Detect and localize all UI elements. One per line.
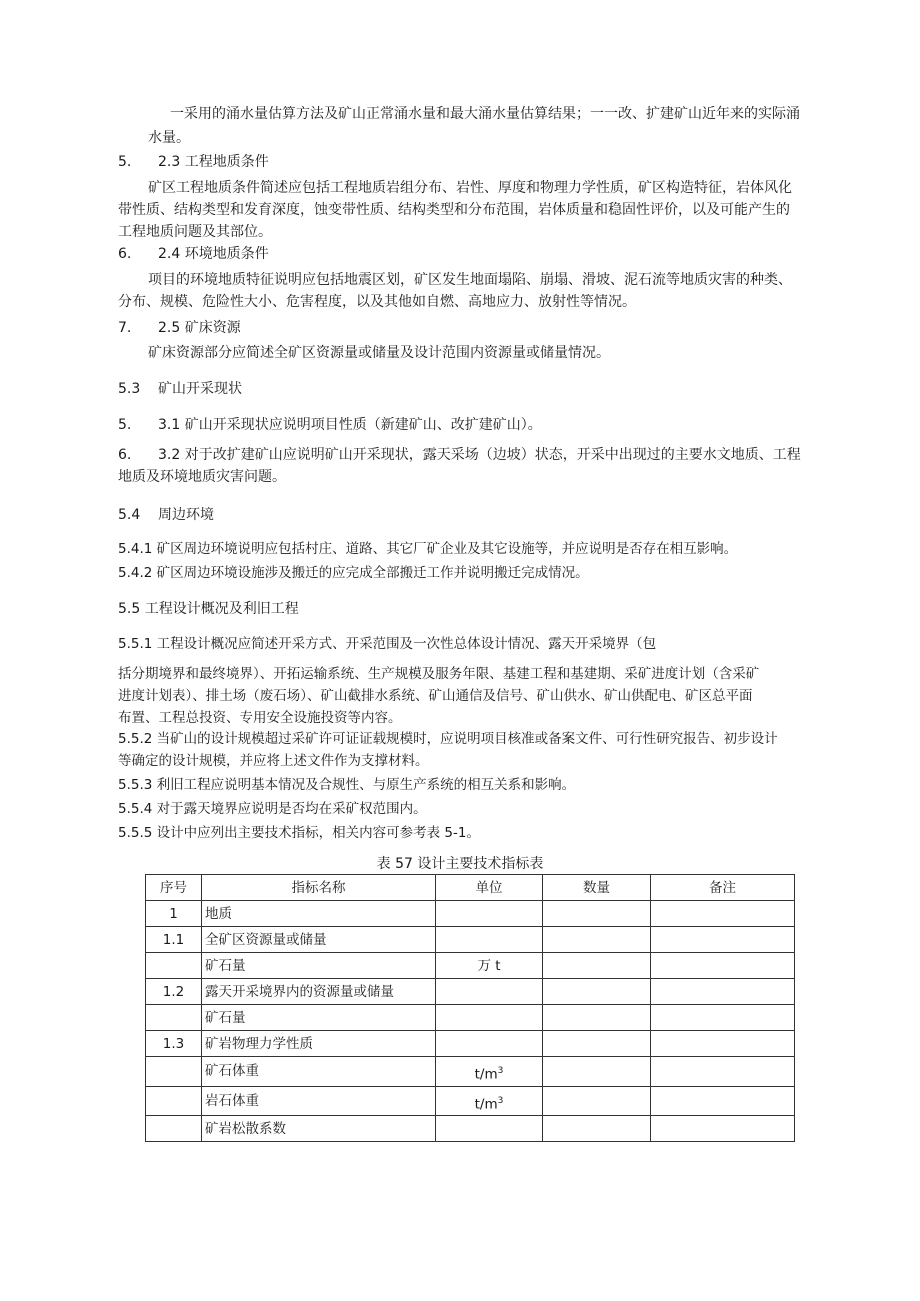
para-5-5-3: 5.5.3 利旧工程应说明基本情况及合规性、与原生产系统的相互关系和影响。 (118, 777, 576, 793)
section-title: 2.3 工程地质条件 (158, 154, 269, 170)
unit-superscript: 3 (497, 1095, 504, 1106)
table-row (146, 927, 795, 953)
para-5-5-5: 5.5.5 设计中应列出主要技术指标，相关内容可参考表 5-1。 (118, 825, 480, 841)
para-5-5-2-line-1: 5.5.2 当矿山的设计规模超过采矿许可证证载规模时，应说明项目核准或备案文件、可行性研究报告、初步设计 (118, 731, 778, 747)
para-text: 3.2 对于改扩建矿山应说明矿山开采现状，露天采场（边坡）状态，开采中出现过的主要水文地质、工程 (158, 447, 801, 463)
table-row (146, 1116, 795, 1142)
cell-note (651, 1086, 795, 1116)
cell-name: 矿石量 (202, 1005, 436, 1031)
para-2-3-line-3: 工程地质问题及其部位。 (118, 224, 272, 240)
cell-no: 1.3 (146, 1031, 202, 1057)
cell-qty (543, 1005, 651, 1031)
cell-name: 矿石体重 (202, 1057, 436, 1087)
table-row (146, 901, 795, 927)
cell-note (651, 901, 795, 927)
section-number: 6. (118, 246, 132, 262)
cell-unit (436, 1005, 543, 1031)
cell-unit: 万 t (436, 953, 543, 979)
unit-text: t/m (474, 1096, 498, 1112)
cell-qty (543, 1086, 651, 1116)
para-5-5-4: 5.5.4 对于露天境界应说明是否均在采矿权范围内。 (118, 801, 427, 817)
header-name: 指标名称 (202, 875, 436, 901)
table-caption: 表 57 设计主要技术指标表 (376, 856, 544, 872)
para-2-3-line-2: 带性质、结构类型和发育深度，蚀变带性质、结构类型和分布范围，岩体质量和稳固性评价，以及可能产生的 (118, 202, 790, 218)
section-heading-2-3 (118, 152, 269, 172)
table-row (146, 1005, 795, 1031)
cell-no (146, 953, 202, 979)
para-text: 3.1 矿山开采现状应说明项目性质（新建矿山、改扩建矿山）。 (158, 417, 542, 433)
table-row (146, 953, 795, 979)
cell-no (146, 1116, 202, 1142)
cell-unit (436, 1031, 543, 1057)
para-5-4-2: 5.4.2 矿区周边环境设施涉及搬迁的应完成全部搬迁工作并说明搬迁完成情况。 (118, 565, 589, 581)
intro-line-1: 一采用的涌水量估算方法及矿山正常涌水量和最大涌水量估算结果；一一改、扩建矿山近年来的实际涌 (170, 106, 800, 122)
cell-name: 露天开采境界内的资源量或储量 (202, 979, 436, 1005)
para-5-3-2-line-1 (118, 445, 801, 465)
para-5-4-1: 5.4.1 矿区周边环境说明应包括村庄、道路、其它厂矿企业及其它设施等，并应说明是否存在相互影响。 (118, 541, 738, 557)
cell-no (146, 1005, 202, 1031)
cell-unit (436, 901, 543, 927)
cell-no (146, 1086, 202, 1116)
cell-name: 全矿区资源量或储量 (202, 927, 436, 953)
cell-qty (543, 1031, 651, 1057)
section-number: 7. (118, 320, 132, 336)
cell-note (651, 927, 795, 953)
section-heading-5-5: 5.5 工程设计概况及利旧工程 (118, 601, 299, 617)
cell-qty (543, 901, 651, 927)
section-heading-2-5 (118, 318, 241, 338)
table-row (146, 1057, 795, 1087)
cell-no: 1.2 (146, 979, 202, 1005)
cell-note (651, 1116, 795, 1142)
para-5-5-1-line-1: 5.5.1 工程设计概况应简述开采方式、开采范围及一次性总体设计情况、露天开采境界（包 (118, 636, 657, 652)
cell-name: 地质 (202, 901, 436, 927)
technical-indicators-table (145, 874, 795, 1142)
cell-no (146, 1057, 202, 1087)
unit-superscript: 3 (497, 1066, 504, 1076)
para-5-5-1-line-3: 进度计划表）、排土场（废石场）、矿山截排水系统、矿山通信及信号、矿山供水、矿山供配电、矿区总平面 (118, 688, 753, 704)
section-number: 5. (118, 154, 132, 170)
para-number: 5. (118, 417, 132, 433)
cell-name: 矿石量 (202, 953, 436, 979)
cell-note (651, 979, 795, 1005)
unit-text: t/m (474, 1066, 498, 1083)
cell-qty (543, 1116, 651, 1142)
para-2-4-line-1: 项目的环境地质特征说明应包括地震区划，矿区发生地面塌陷、崩塌、滑坡、泥石流等地质灾害的种类、 (148, 272, 792, 288)
section-heading-5-3 (118, 379, 242, 399)
table-header-row (146, 875, 795, 901)
cell-unit (436, 1057, 543, 1087)
cell-note (651, 1057, 795, 1087)
header-qty: 数量 (543, 875, 651, 901)
header-no: 序号 (146, 875, 202, 901)
header-unit: 单位 (436, 875, 543, 901)
section-heading-2-4 (118, 244, 269, 264)
cell-qty (543, 979, 651, 1005)
intro-line-2: 水量。 (148, 130, 190, 146)
cell-no: 1 (146, 901, 202, 927)
cell-unit (436, 1086, 543, 1116)
table-row (146, 979, 795, 1005)
para-5-5-2-line-2: 等确定的设计规模，并应将上述文件作为支撑材料。 (118, 753, 429, 769)
cell-name: 矿岩松散系数 (202, 1116, 436, 1142)
section-title: 2.4 环境地质条件 (158, 246, 269, 262)
cell-unit (436, 927, 543, 953)
para-5-5-1-line-4: 布置、工程总投资、专用安全设施投资等内容。 (118, 710, 402, 726)
section-title: 矿山开采现状 (158, 381, 242, 397)
section-number: 5.4 (118, 507, 141, 523)
table-row (146, 1031, 795, 1057)
table-row (146, 1086, 795, 1116)
cell-unit (436, 979, 543, 1005)
para-2-5-line-1: 矿床资源部分应简述全矿区资源量或储量及设计范围内资源量或储量情况。 (148, 345, 610, 361)
para-5-5-1-line-2: 括分期境界和最终境界）、开拓运输系统、生产规模及服务年限、基建工程和基建期、采矿进度计划（含采矿 (118, 666, 760, 682)
cell-qty (543, 927, 651, 953)
cell-note (651, 1031, 795, 1057)
header-note: 备注 (651, 875, 795, 901)
section-number: 5.3 (118, 381, 141, 397)
cell-unit (436, 1116, 543, 1142)
section-title: 2.5 矿床资源 (158, 320, 241, 336)
para-2-4-line-2: 分布、规模、危险性大小、危害程度，以及其他如自燃、高地应力、放射性等情况。 (118, 294, 636, 310)
cell-qty (543, 953, 651, 979)
cell-note (651, 1005, 795, 1031)
para-5-3-2-line-2: 地质及环境地质灾害问题。 (118, 469, 286, 485)
cell-qty (543, 1057, 651, 1087)
section-title: 周边环境 (158, 507, 214, 523)
section-heading-5-4 (118, 505, 214, 525)
cell-no: 1.1 (146, 927, 202, 953)
cell-name: 矿岩物理力学性质 (202, 1031, 436, 1057)
cell-note (651, 953, 795, 979)
para-number: 6. (118, 447, 132, 463)
para-2-3-line-1: 矿区工程地质条件简述应包括工程地质岩组分布、岩性、厚度和物理力学性质，矿区构造特征，岩体风化 (148, 180, 792, 196)
para-5-3-1 (118, 415, 542, 435)
cell-name: 岩石体重 (202, 1086, 436, 1116)
